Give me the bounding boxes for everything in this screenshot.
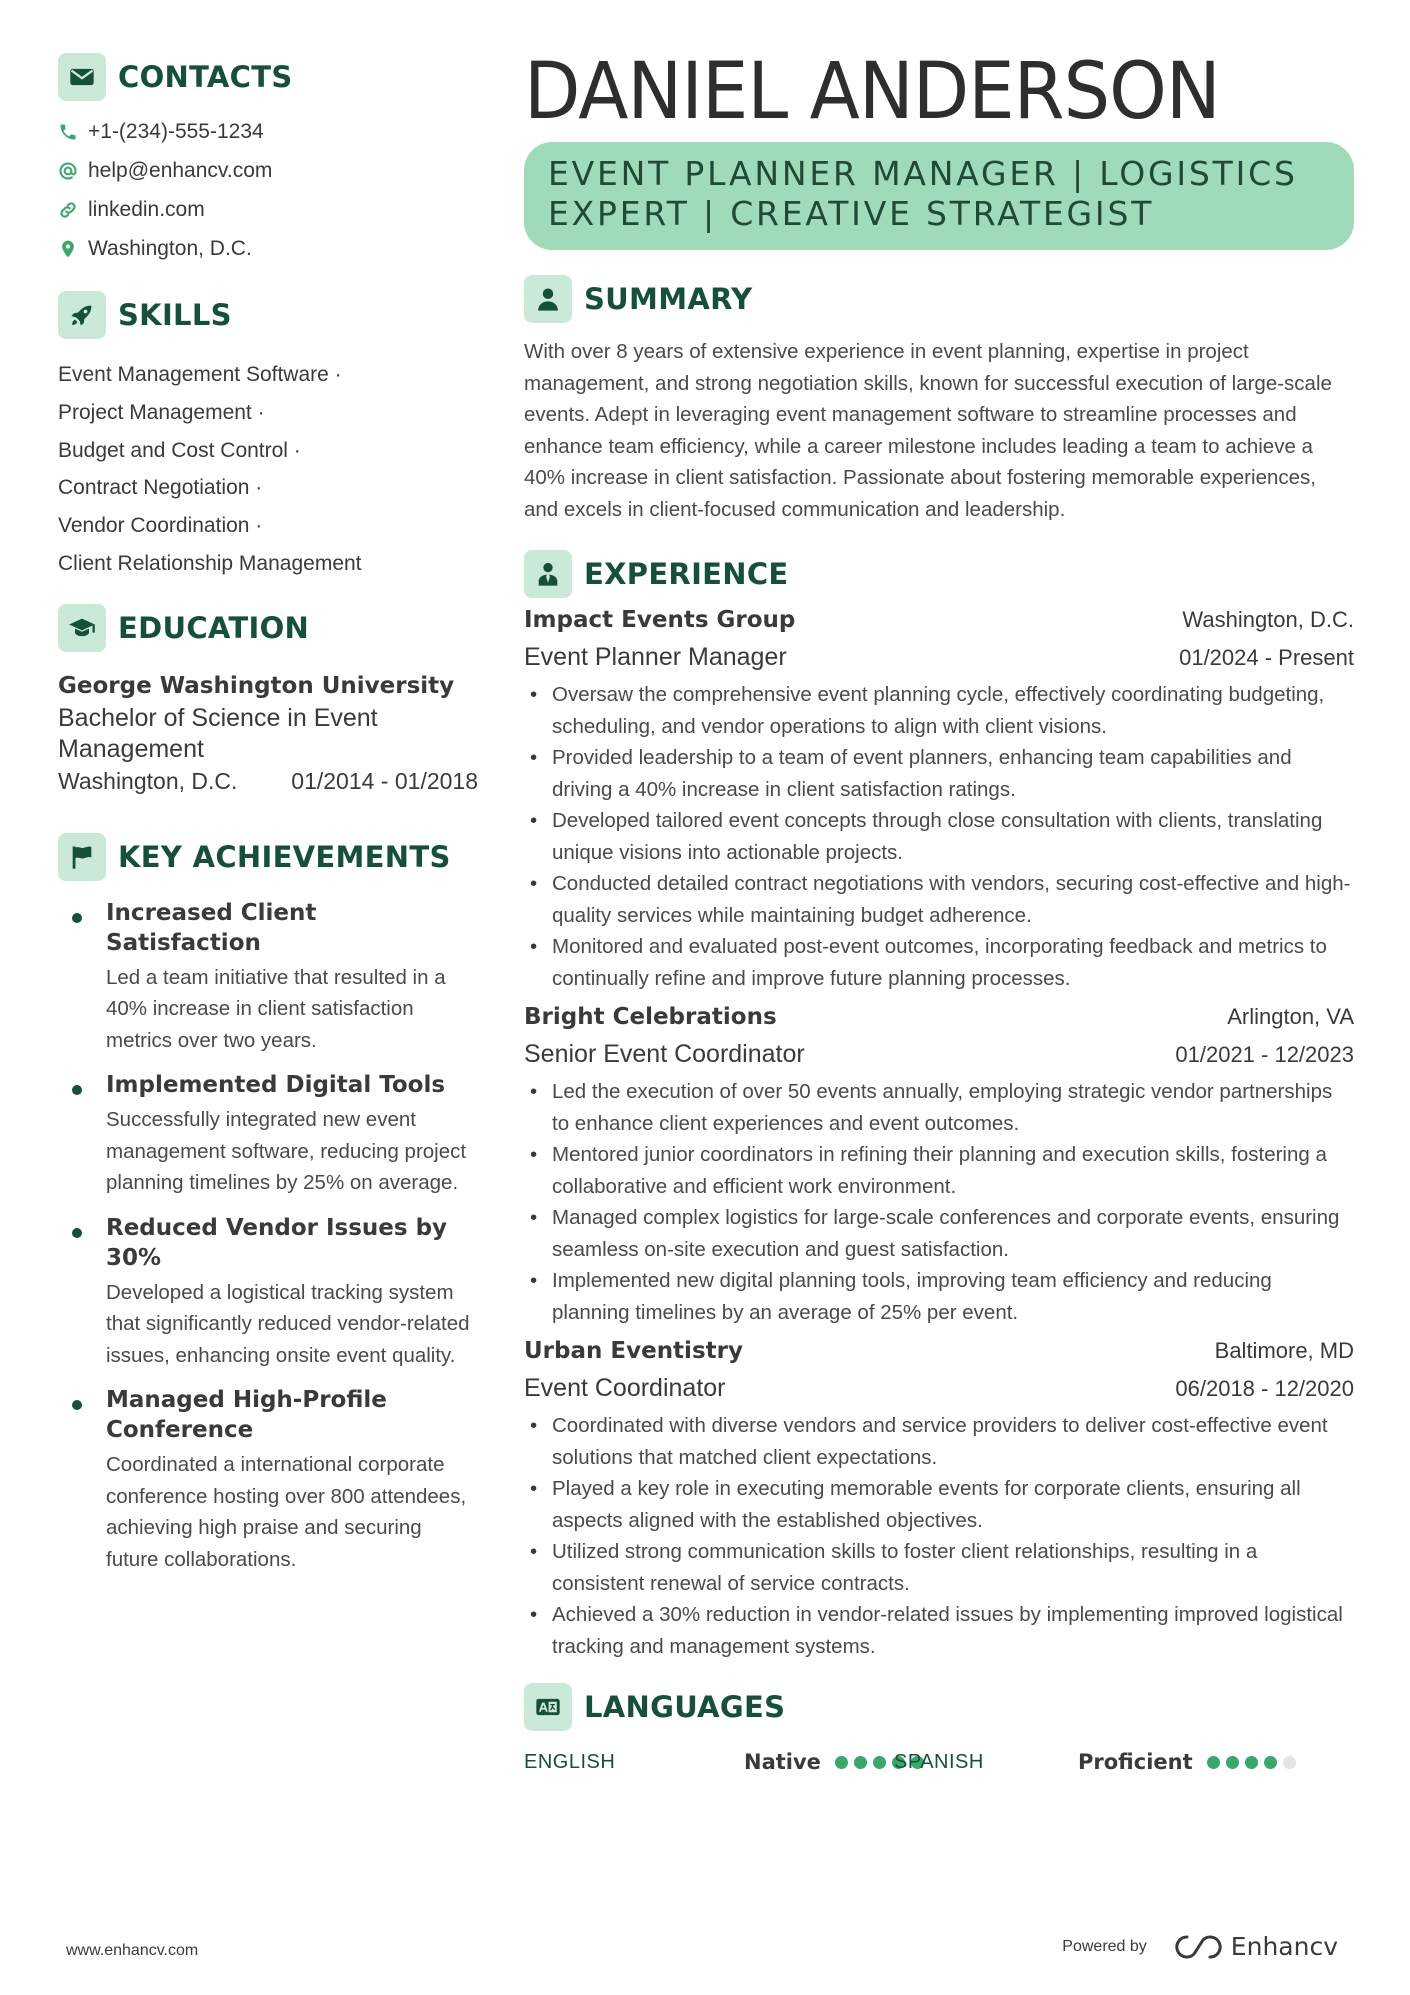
education-degree: Bachelor of Science in Event Management <box>58 703 378 763</box>
skill-item: Vendor Coordination · <box>58 514 263 538</box>
enhancv-logo-icon <box>1173 1933 1223 1961</box>
education-dates: 01/2014 - 01/2018 <box>291 767 478 794</box>
contact-phone[interactable] <box>58 112 478 151</box>
job-subheader <box>524 1040 1354 1076</box>
rating-dot-filled <box>1207 1756 1220 1769</box>
contact-email-text: help@enhancv.com <box>88 158 273 182</box>
experience-title: EXPERIENCE <box>584 557 789 591</box>
job-company: Urban Eventistry <box>524 1338 743 1364</box>
job-subheader <box>524 643 1354 679</box>
summary-header <box>524 274 1354 324</box>
job-location: Baltimore, MD <box>1214 1338 1354 1363</box>
job-bullet: • Implemented new digital planning tools, improving team efficiency and reducing planning timelines by an average of 25% per event. <box>524 1265 1354 1328</box>
achievements-title: KEY ACHIEVEMENTS <box>118 839 451 874</box>
right-column <box>524 47 1354 1782</box>
at-icon <box>58 161 88 181</box>
skills-list <box>58 356 478 583</box>
job-location: Arlington, VA <box>1227 1004 1354 1029</box>
achievement-title: Implemented Digital Tools <box>106 1072 446 1099</box>
bullet-dot <box>72 1400 82 1410</box>
achievement-title: Reduced Vendor Issues by 30% <box>106 1214 448 1271</box>
graduation-cap-icon <box>58 604 106 652</box>
powered-by-label: Powered by <box>1062 1937 1147 1955</box>
enhancv-logo[interactable] <box>1173 1932 1338 1961</box>
job-header <box>524 607 1354 643</box>
rating-dot-filled <box>1264 1756 1277 1769</box>
headline-box <box>524 142 1354 250</box>
rating-dot-filled <box>854 1756 867 1769</box>
envelope-icon <box>58 53 106 101</box>
contact-email[interactable] <box>58 151 478 190</box>
contact-phone-text: +1-(234)-555-1234 <box>88 119 264 143</box>
achievement-desc: Developed a logistical tracking system that significantly reduced vendor-related issues, enhancing onsite event quality. <box>106 1280 470 1367</box>
rating-dot-empty <box>1283 1756 1296 1769</box>
job-bullets <box>524 679 1354 994</box>
job-company: Impact Events Group <box>524 607 796 633</box>
job-entry <box>524 1004 1354 1328</box>
language-name: SPANISH <box>894 1750 984 1773</box>
achievements-header <box>58 832 478 882</box>
education-school: George Washington University <box>58 672 455 699</box>
job-bullet: • Developed tailored event concepts through close consultation with clients, translating unique visions into actionable projects. <box>524 805 1354 868</box>
bullet-dot <box>72 1228 82 1238</box>
job-location: Washington, D.C. <box>1182 607 1354 632</box>
bullet-dot <box>72 913 82 923</box>
education-meta <box>58 765 478 798</box>
job-header <box>524 1338 1354 1374</box>
job-bullet: • Led the execution of over 50 events annually, employing strategic vendor partnerships to enhance client experiences and event outcomes. <box>524 1076 1354 1139</box>
skill-item: Project Management · <box>58 400 265 424</box>
language-name: ENGLISH <box>524 1750 616 1773</box>
contacts-list <box>58 112 478 268</box>
phone-icon <box>58 122 88 142</box>
job-bullet: • Monitored and evaluated post-event outcomes, incorporating feedback and metrics to continually refine and improve future planning processes. <box>524 931 1354 994</box>
education-location: Washington, D.C. <box>58 767 238 794</box>
footer-branding <box>1062 1932 1338 1961</box>
headline-line-1: EVENT PLANNER MANAGER | LOGISTICS <box>548 154 1298 193</box>
job-role: Event Planner Manager <box>524 643 787 671</box>
flag-icon <box>58 833 106 881</box>
rating-dot-filled <box>1226 1756 1239 1769</box>
rating-dot-filled <box>873 1756 886 1769</box>
brand-name: Enhancv <box>1230 1932 1338 1961</box>
skills-title: SKILLS <box>118 298 232 332</box>
skill-item: Client Relationship Management <box>58 551 362 575</box>
achievement-item <box>58 1213 478 1372</box>
job-bullet: • Managed complex logistics for large-scale conferences and corporate events, ensuring seamless on-site execution and guest satisfaction. <box>524 1202 1354 1265</box>
contacts-header <box>58 52 478 102</box>
job-bullet: • Coordinated with diverse vendors and service providers to deliver cost-effective event solutions that matched client expectations. <box>524 1410 1354 1473</box>
education-entry <box>58 669 478 798</box>
job-dates: 06/2018 - 12/2020 <box>1175 1376 1354 1401</box>
job-entry <box>524 607 1354 994</box>
contact-linkedin-text: linkedin.com <box>88 197 205 221</box>
contact-location-text: Washington, D.C. <box>88 236 252 260</box>
job-bullet: • Utilized strong communication skills to foster client relationships, resulting in a consistent renewal of service contracts. <box>524 1536 1354 1599</box>
achievement-desc: Led a team initiative that resulted in a 40% increase in client satisfaction metrics over two years. <box>106 965 446 1052</box>
job-header <box>524 1004 1354 1040</box>
contacts-title: CONTACTS <box>118 60 293 94</box>
education-header <box>58 603 478 653</box>
achievement-title: Managed High-Profile Conference <box>106 1387 387 1444</box>
job-dates: 01/2024 - Present <box>1179 645 1354 670</box>
job-bullet: • Played a key role in executing memorable events for corporate clients, ensuring all aspects aligned with the established objectives. <box>524 1473 1354 1536</box>
headline-line-2: EXPERT | CREATIVE STRATEGIST <box>548 194 1155 233</box>
languages-header <box>524 1682 1354 1732</box>
achievement-desc: Coordinated a international corporate conference hosting over 800 attendees, achieving high praise and securing future collaborations. <box>106 1453 467 1571</box>
skills-header <box>58 290 478 340</box>
summary-text: With over 8 years of extensive experience in event planning, expertise in project management, and strong negotiation skills, known for successful execution of large-scale events. Adept in leveraging event management software to streamline processes and enhance team efficiency, while a career milestone includes leading a team to achieve a 40% increase in client satisfaction. Passionate about fostering memorable experiences, and excels in client-focused communication and leadership. <box>524 340 1332 521</box>
job-entry <box>524 1338 1354 1662</box>
bullet-dot <box>72 1085 82 1095</box>
achievement-item <box>58 1070 478 1199</box>
achievements-list <box>58 898 478 1576</box>
summary-title: SUMMARY <box>584 282 753 316</box>
job-bullet: • Provided leadership to a team of event planners, enhancing team capabilities and driving a 40% increase in client satisfaction ratings. <box>524 742 1354 805</box>
job-bullet: • Mentored junior coordinators in refining their planning and execution skills, fostering a collaborative and efficient work environment. <box>524 1139 1354 1202</box>
language-item <box>894 1750 1354 1774</box>
language-rating <box>1207 1756 1296 1769</box>
rocket-icon <box>58 291 106 339</box>
achievement-title: Increased Client Satisfaction <box>106 899 317 956</box>
language-level: Native <box>744 1750 821 1774</box>
job-bullet: • Achieved a 30% reduction in vendor-related issues by implementing improved logistical tracking and management systems. <box>524 1599 1354 1662</box>
job-bullets <box>524 1076 1354 1328</box>
rating-dot-filled <box>1245 1756 1258 1769</box>
job-role: Event Coordinator <box>524 1374 726 1402</box>
language-item <box>524 1750 924 1774</box>
experience-header <box>524 549 1354 599</box>
job-bullet: • Conducted detailed contract negotiations with vendors, securing cost-effective and high-quality services while maintaining budget adherence. <box>524 868 1354 931</box>
footer-website[interactable]: www.enhancv.com <box>66 1942 199 1959</box>
job-company: Bright Celebrations <box>524 1004 777 1030</box>
achievement-item <box>58 1385 478 1575</box>
briefcase-user-icon <box>524 550 572 598</box>
contact-linkedin[interactable] <box>58 190 478 229</box>
languages-title: LANGUAGES <box>584 1690 786 1724</box>
education-title: EDUCATION <box>118 610 310 645</box>
user-icon <box>524 275 572 323</box>
location-pin-icon <box>58 239 88 259</box>
skill-item: Budget and Cost Control · <box>58 438 301 462</box>
job-subheader <box>524 1374 1354 1410</box>
job-bullets <box>524 1410 1354 1662</box>
link-icon <box>58 200 88 220</box>
left-column <box>58 52 478 1589</box>
skill-item: Event Management Software · <box>58 363 342 386</box>
rating-dot-filled <box>835 1756 848 1769</box>
achievement-desc: Successfully integrated new event management software, reducing project planning timelines by 25% on average. <box>106 1108 467 1195</box>
job-bullet: • Oversaw the comprehensive event planning cycle, effectively coordinating budgeting, scheduling, and vendor operations to align with client visions. <box>524 679 1354 742</box>
languages-list <box>524 1742 1354 1782</box>
candidate-name: DANIEL ANDERSON <box>524 47 1220 137</box>
skill-item: Contract Negotiation · <box>58 476 263 500</box>
job-dates: 01/2021 - 12/2023 <box>1175 1042 1354 1067</box>
language-level: Proficient <box>1078 1750 1193 1774</box>
job-role: Senior Event Coordinator <box>524 1040 805 1068</box>
achievement-item <box>58 898 478 1057</box>
contact-location <box>58 229 478 268</box>
translate-icon <box>524 1683 572 1731</box>
